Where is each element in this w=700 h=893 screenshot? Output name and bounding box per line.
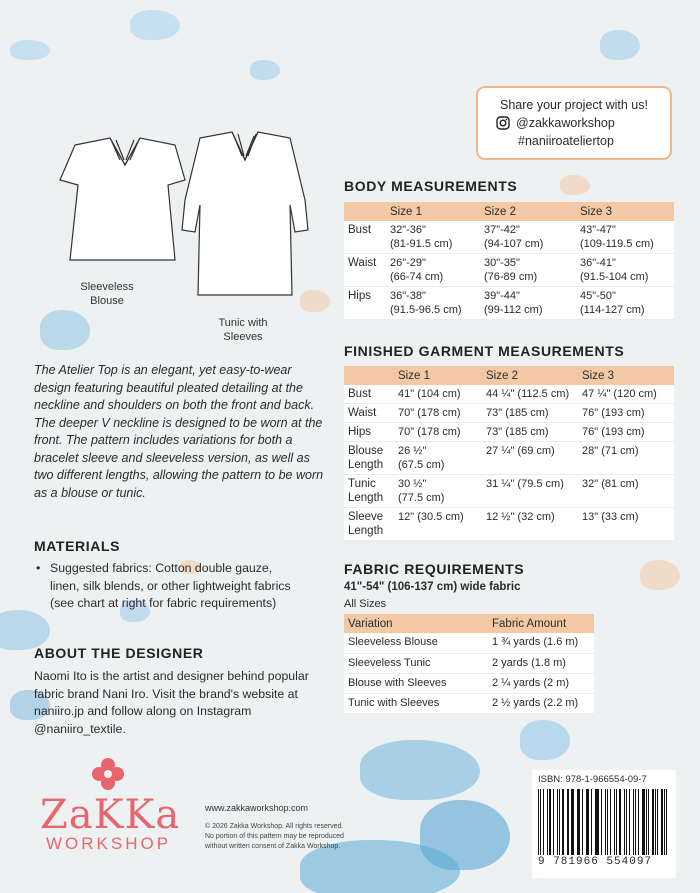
table-row <box>344 221 674 254</box>
row-label: Blouse Length <box>344 442 394 475</box>
instagram-handle: @zakkaworkshop <box>516 116 615 130</box>
barcode-bar <box>610 789 612 855</box>
column-header: Size 2 <box>482 366 578 385</box>
barcode-bar <box>646 789 647 855</box>
table-cell: 44 ¼" (112.5 cm) <box>482 385 578 404</box>
column-header: Variation <box>344 614 488 633</box>
row-label: Hips <box>344 287 386 320</box>
table-cell: Blouse with Sleeves <box>344 673 488 693</box>
barcode-bar <box>601 789 603 855</box>
barcode-bar <box>624 789 625 855</box>
table-row <box>344 442 674 475</box>
table-row <box>344 673 594 693</box>
row-label: Tunic Length <box>344 475 394 508</box>
barcode-bar <box>657 789 658 855</box>
table-cell: 36"-38" (91.5-96.5 cm) <box>386 287 480 320</box>
logo-wordmark: ZaKKa <box>40 792 181 838</box>
table-row <box>344 508 674 541</box>
table-cell: 1 ¾ yards (1.6 m) <box>488 633 594 653</box>
row-label: Waist <box>344 254 386 287</box>
barcode-bar <box>547 789 548 855</box>
table-cell: 28" (71 cm) <box>578 442 674 475</box>
row-label: Hips <box>344 423 394 442</box>
fabric-requirements-heading: FABRIC REQUIREMENTS <box>344 561 525 577</box>
finished-measurements-table <box>344 366 674 541</box>
column-header: Fabric Amount <box>488 614 594 633</box>
isbn-digits: 9 781966 554097 <box>538 856 653 868</box>
barcode-bar <box>605 789 606 855</box>
materials-heading: MATERIALS <box>34 538 121 554</box>
barcode-bar <box>553 789 554 855</box>
table-cell: 36"-41" (91.5-104 cm) <box>576 254 674 287</box>
table-cell: 30 ½" (77.5 cm) <box>394 475 482 508</box>
barcode-bar <box>614 789 615 855</box>
barcode-bar <box>619 789 621 855</box>
barcode-bar <box>591 789 592 855</box>
barcode-bar <box>642 789 644 855</box>
barcode-bar <box>596 789 598 855</box>
table-cell: 41" (104 cm) <box>394 385 482 404</box>
barcode-bar <box>562 789 564 855</box>
table-cell: 2 yards (1.8 m) <box>488 653 594 673</box>
materials-list <box>34 560 304 613</box>
table-row <box>344 287 674 320</box>
barcode-bar <box>629 789 630 855</box>
table-cell: 39"-44" (99-112 cm) <box>480 287 576 320</box>
hashtag: #naniiroateliertop <box>518 134 614 148</box>
table-row <box>344 475 674 508</box>
pattern-description: The Atelier Top is an elegant, yet easy-to-wear design featuring beautiful pleated detailing at the neckline and shoulders on both the front and back. The deeper V neckline is designed to be worn at the front. The pattern includes variations for both a bracelet sleeve and sleeveless version, as well as two different lengths, allowing the pattern to be worn as a blouse or tunic. <box>34 363 324 500</box>
table-row <box>344 404 674 423</box>
barcode-bar <box>571 789 573 855</box>
barcode-bar <box>626 789 628 855</box>
barcode-bar <box>538 789 539 855</box>
fabric-requirements-table <box>344 614 594 714</box>
isbn-label: ISBN: 978-1-966554-09-7 <box>538 774 647 785</box>
barcode-bar <box>578 789 580 855</box>
table-row <box>344 254 674 287</box>
barcode-bar <box>635 789 637 855</box>
barcode-bar <box>607 789 608 855</box>
table-cell: 32"-36" (81-91.5 cm) <box>386 221 480 254</box>
zakka-logo <box>40 792 180 854</box>
column-header: Size 1 <box>386 202 480 221</box>
materials-section <box>34 538 324 613</box>
table-row <box>344 693 594 713</box>
table-cell: 37"-42" (94-107 cm) <box>480 221 576 254</box>
table-row <box>344 385 674 404</box>
barcode-bar <box>557 789 558 855</box>
column-header: Size 1 <box>394 366 482 385</box>
table-cell: Sleeveless Tunic <box>344 653 488 673</box>
row-label: Bust <box>344 221 386 254</box>
flower-logo-icon <box>90 756 126 792</box>
barcode-bar <box>664 789 665 855</box>
barcode-bar <box>633 789 634 855</box>
table-cell: 73" (185 cm) <box>482 423 578 442</box>
row-label: Waist <box>344 404 394 423</box>
table-cell: 70" (178 cm) <box>394 423 482 442</box>
sleeveless-blouse-caption: Sleeveless Blouse <box>80 281 134 307</box>
barcode <box>538 789 670 855</box>
barcode-bar <box>652 789 654 855</box>
finished-measurements-section <box>344 343 674 541</box>
barcode-bar <box>540 789 541 855</box>
table-cell: 26"-29" (66-74 cm) <box>386 254 480 287</box>
table-cell: 31 ¼" (79.5 cm) <box>482 475 578 508</box>
barcode-bar <box>616 789 617 855</box>
barcode-bar <box>666 789 667 855</box>
table-cell: 70" (178 cm) <box>394 404 482 423</box>
fabric-requirements-section <box>344 561 594 714</box>
table-cell: 27 ¼" (69 cm) <box>482 442 578 475</box>
column-header <box>344 202 386 221</box>
barcode-bar <box>549 789 551 855</box>
body-measurements-section <box>344 178 674 320</box>
table-cell: 26 ½" (67.5 cm) <box>394 442 482 475</box>
body-measurements-heading: BODY MEASUREMENTS <box>344 178 518 194</box>
table-row <box>344 633 594 653</box>
table-cell: 73" (185 cm) <box>482 404 578 423</box>
table-cell: 2 ¼ yards (2 m) <box>488 673 594 693</box>
barcode-bar <box>568 789 569 855</box>
designer-heading: ABOUT THE DESIGNER <box>34 645 204 661</box>
barcode-bar <box>587 789 589 855</box>
table-cell: 43"-47" (109-119.5 cm) <box>576 221 674 254</box>
table-cell: Sleeveless Blouse <box>344 633 488 653</box>
logo-subtitle: WORKSHOP <box>46 834 172 853</box>
table-cell: 2 ½ yards (2.2 m) <box>488 693 594 713</box>
copyright-notice: © 2026 Zakka Workshop. All rights reserved. No portion of this pattern may be reproduced without written consent of Zakka Workshop. <box>205 823 344 850</box>
isbn-barcode-box <box>532 770 676 878</box>
table-cell: 13" (33 cm) <box>578 508 674 541</box>
tunic-caption: Tunic with Sleeves <box>218 317 268 343</box>
row-label: Sleeve Length <box>344 508 394 541</box>
column-header: Size 2 <box>480 202 576 221</box>
share-title: Share your project with us! <box>500 98 648 112</box>
barcode-bar <box>543 789 545 855</box>
table-cell: 30"-35" (76-89 cm) <box>480 254 576 287</box>
sleeveless-blouse-drawing <box>60 138 185 260</box>
all-sizes-label: All Sizes <box>344 598 387 610</box>
table-cell: 32" (81 cm) <box>578 475 674 508</box>
share-box <box>476 86 672 160</box>
barcode-bar <box>661 789 663 855</box>
barcode-bar <box>582 789 583 855</box>
barcode-bar <box>648 789 649 855</box>
website-url: www.zakkaworkshop.com <box>205 803 309 813</box>
list-item: • Suggested fabrics: Cotton double gauze, linen, silk blends, or other lightweight fabrics (see chart at right for fabric requirements) <box>34 560 304 613</box>
row-label: Bust <box>344 385 394 404</box>
column-header: Size 3 <box>576 202 674 221</box>
table-cell: 12" (30.5 cm) <box>394 508 482 541</box>
table-row <box>344 653 594 673</box>
designer-text: Naomi Ito is the artist and designer behind popular fabric brand Nani Iro. Visit the brand's website at naniiro.jp and follow along on Instagram @naniiro_textile. <box>34 669 309 736</box>
column-header <box>344 366 394 385</box>
designer-section <box>34 645 326 738</box>
table-row <box>344 423 674 442</box>
barcode-bar <box>638 789 639 855</box>
barcode-bar <box>559 789 561 855</box>
table-cell: 76" (193 cm) <box>578 423 674 442</box>
table-cell: 76" (193 cm) <box>578 404 674 423</box>
barcode-bar <box>567 789 568 855</box>
body-measurements-table <box>344 202 674 320</box>
fabric-width: 41"-54" (106-137 cm) wide fabric <box>344 581 521 593</box>
instagram-icon <box>496 116 510 130</box>
tunic-with-sleeves-drawing <box>182 132 308 295</box>
table-cell: 12 ½" (32 cm) <box>482 508 578 541</box>
barcode-bar <box>577 789 578 855</box>
barcode-bar <box>595 789 596 855</box>
column-header: Size 3 <box>578 366 674 385</box>
table-cell: Tunic with Sleeves <box>344 693 488 713</box>
finished-measurements-heading: FINISHED GARMENT MEASUREMENTS <box>344 343 625 359</box>
barcode-bar <box>586 789 587 855</box>
table-cell: 45"-50" (114-127 cm) <box>576 287 674 320</box>
barcode-bar <box>655 789 656 855</box>
table-cell: 47 ¼" (120 cm) <box>578 385 674 404</box>
